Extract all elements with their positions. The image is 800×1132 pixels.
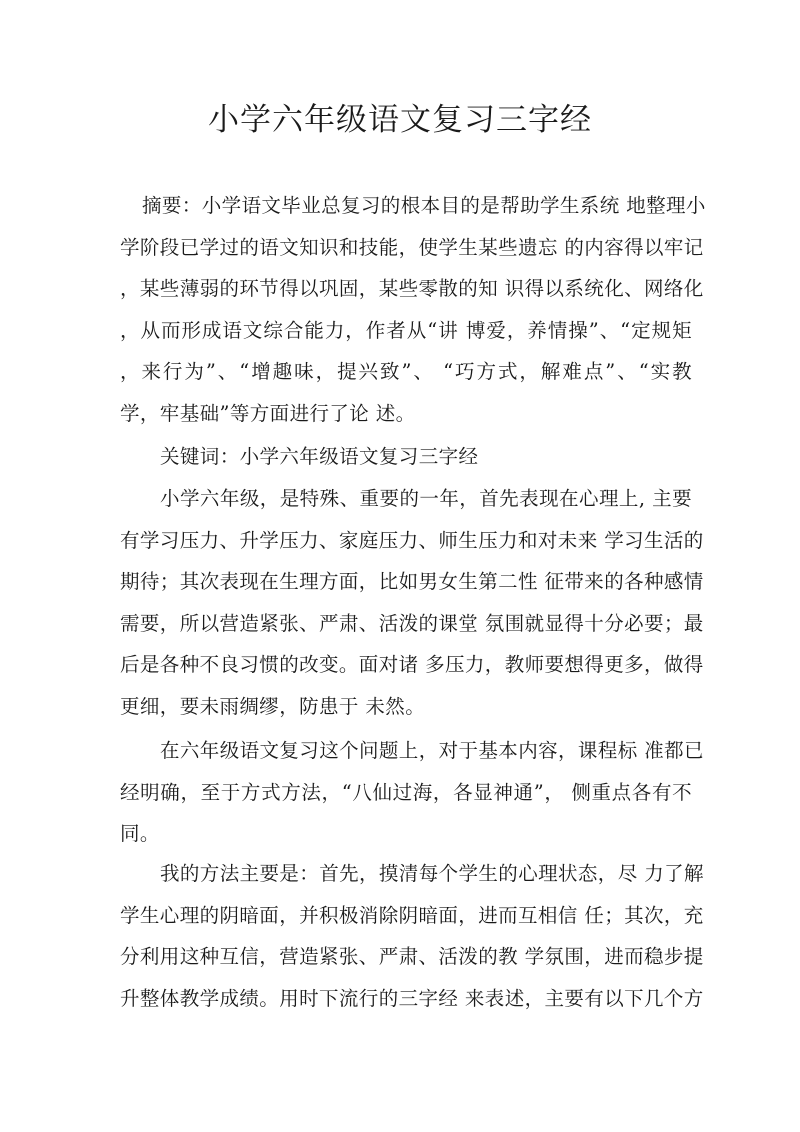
paragraph-line: 小学六年级，是特殊、重要的一年，首先表现在心理上, 主要 (160, 487, 692, 510)
document-title: 小学六年级语文复习三字经 (208, 102, 592, 138)
abstract-line: ，从而形成语文综合能力，作者从“讲 博爱，养情操”、“定规矩 (120, 318, 692, 342)
abstract-line: 学，牢基础”等方面进行了论 述。 (120, 401, 416, 425)
body-paragraph-3 (120, 853, 704, 1019)
abstract-line: ，某些薄弱的环节得以巩固，某些零散的知 识得以系统化、网络化 (120, 277, 704, 300)
paragraph-line: 更细，要未雨绸缪，防患于 未然。 (120, 694, 426, 718)
paragraph-line: 学生心理的阴暗面，并积极消除阴暗面，进而互相信 任；其次，充 (120, 903, 704, 927)
paragraph-line: 经明确，至于方式方法，“八仙过海，各显神通”， 侧重点各有不 (120, 780, 692, 804)
abstract-line: 学阶段已学过的语文知识和技能，使学生某些遗忘 的内容得以牢记 (120, 235, 704, 259)
paragraph-line: 同。 (120, 822, 160, 845)
body-paragraph-1 (120, 478, 704, 727)
paragraph-line: 我的方法主要是：首先，摸清每个学生的心理状态，尽 力了解 (160, 862, 704, 885)
paragraph-line: 后是各种不良习惯的改变。面对诸 多压力，教师要想得更多，做得 (120, 653, 704, 676)
paragraph-line: 需要，所以营造紧张、严肃、活泼的课堂 氛围就显得十分必要；最 (120, 611, 704, 635)
keywords-paragraph (120, 436, 692, 478)
paragraph-line: 分利用这种互信，营造紧张、严肃、活泼的教 学氛围，进而稳步提 (120, 945, 704, 968)
paragraph-line: 期待；其次表现在生理方面，比如男女生第二性 征带来的各种感情 (120, 570, 704, 593)
body-paragraph-2 (120, 730, 704, 855)
abstract-line: ，来行为”、“增趣味，提兴致”、 “巧方式，解难点”、“实教 (120, 360, 692, 383)
paragraph-line: 在六年级语文复习这个问题上，对于基本内容，课程标 准都已 (160, 739, 704, 762)
keywords-line: 关键词：小学六年级语文复习三字经 (160, 445, 479, 468)
abstract-paragraph (120, 185, 706, 434)
paragraph-line: 有学习压力、升学压力、家庭压力、师生压力和对未来 学习生活的 (120, 528, 704, 552)
paragraph-line: 升整体教学成绩。用时下流行的三字经 来表述，主要有以下几个方 (120, 986, 704, 1010)
abstract-line: 摘要：小学语文毕业总复习的根本目的是帮助学生系统 地整理小 (142, 194, 706, 217)
